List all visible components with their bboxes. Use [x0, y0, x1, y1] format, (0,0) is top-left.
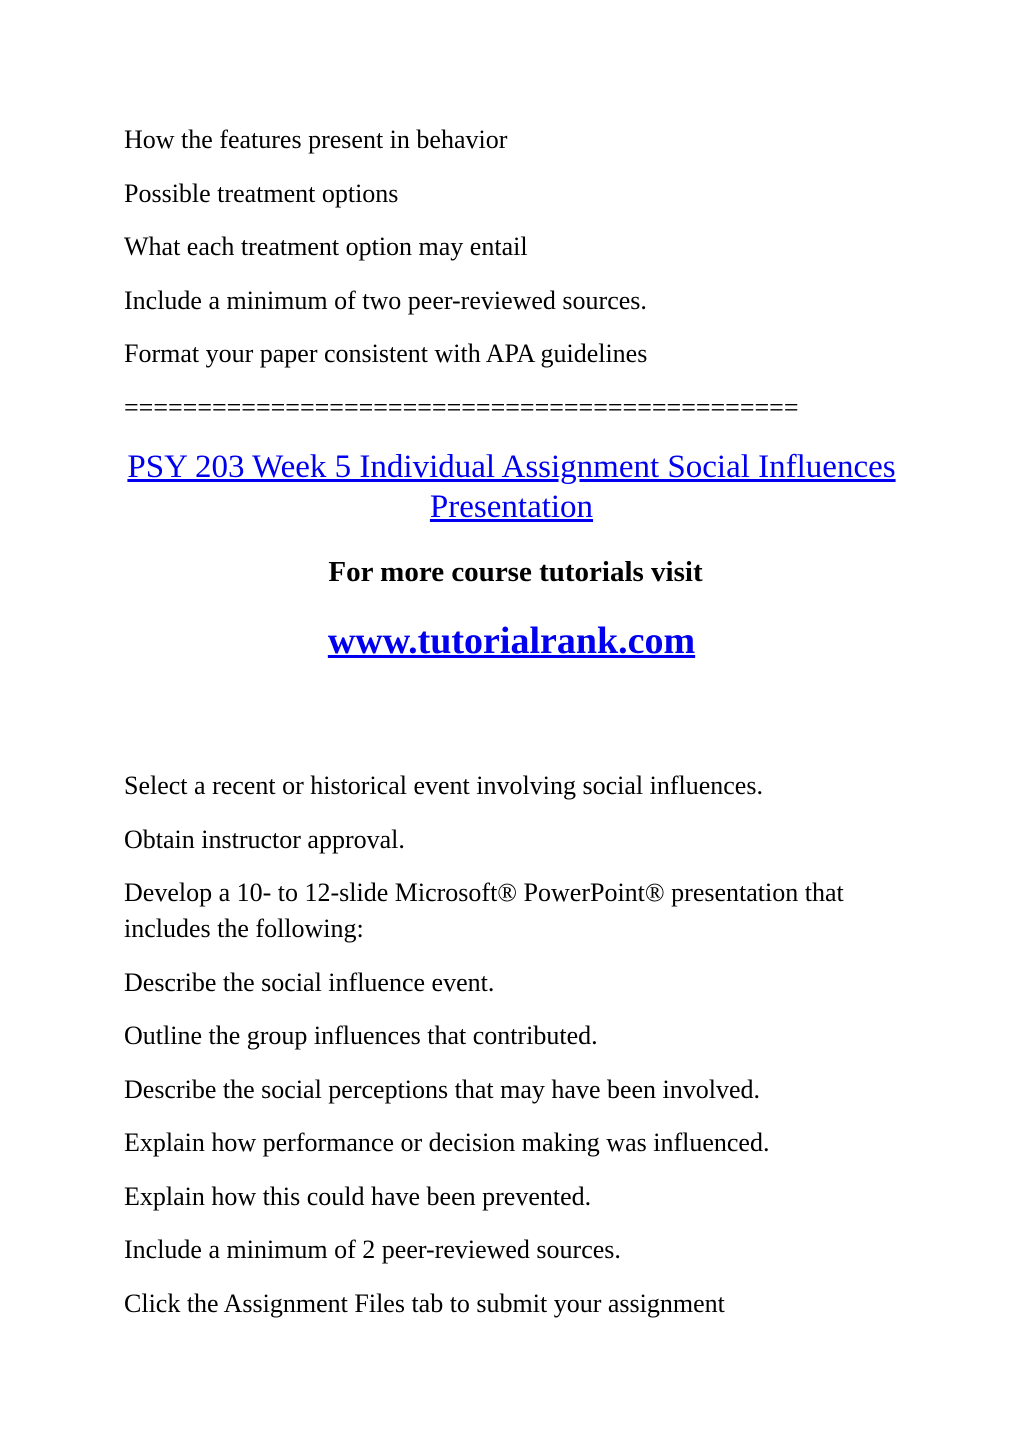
assignment-title-link[interactable]: PSY 203 Week 5 Individual Assignment Social Influences Presentation: [127, 449, 896, 525]
website-link[interactable]: www.tutorialrank.com: [327, 620, 696, 662]
list-item: Select a recent or historical event involving social influences.: [124, 771, 763, 800]
list-item: Click the Assignment Files tab to submit your assignment: [124, 1289, 725, 1318]
list-item: Include a minimum of two peer-reviewed sources.: [124, 286, 647, 315]
list-item: Explain how performance or decision making was influenced.: [124, 1128, 770, 1157]
visit-line: [0, 553, 1023, 591]
list-item: Obtain instructor approval.: [124, 825, 405, 854]
list-item: How the features present in behavior: [124, 125, 508, 154]
list-item: Outline the group influences that contributed.: [124, 1021, 598, 1050]
list-item: Format your paper consistent with APA guidelines: [124, 339, 648, 368]
visit-text: For more course tutorials visit: [328, 556, 703, 588]
list-item: Possible treatment options: [124, 179, 399, 208]
separator-line: ==============================================: [124, 393, 799, 422]
list-item: Describe the social influence event.: [124, 968, 495, 997]
list-item: Include a minimum of 2 peer-reviewed sources.: [124, 1235, 621, 1264]
list-item: Develop a 10- to 12-slide Microsoft® PowerPoint® presentation that includes the following:: [124, 878, 844, 943]
list-item: What each treatment option may entail: [124, 232, 528, 261]
list-item: Explain how this could have been prevented.: [124, 1182, 592, 1211]
list-item: Describe the social perceptions that may have been involved.: [124, 1075, 761, 1104]
